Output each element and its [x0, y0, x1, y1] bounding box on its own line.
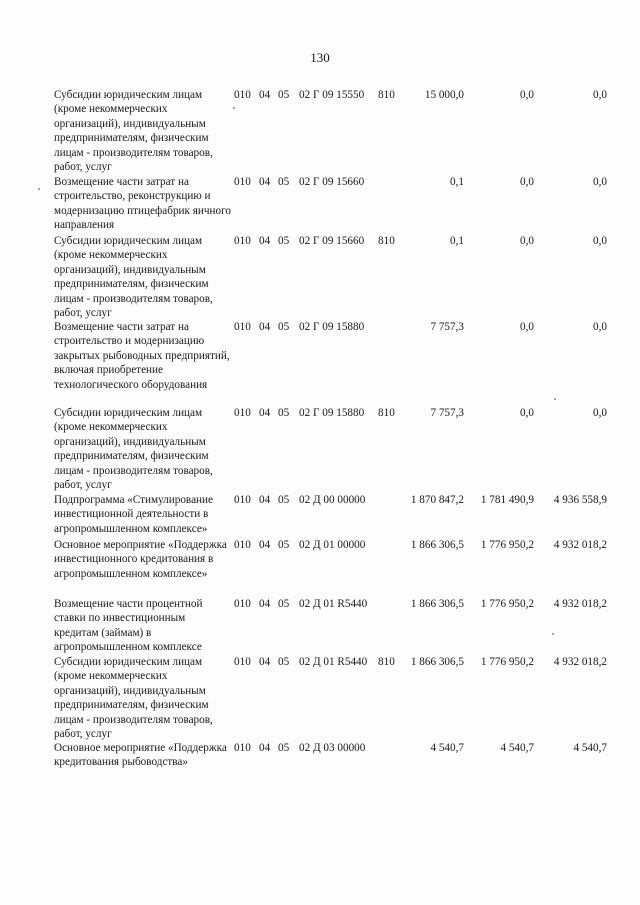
amount-year-1: 1 870 847,2: [410, 494, 464, 506]
admin-code: 010: [234, 539, 251, 551]
admin-code: 010: [234, 235, 251, 247]
amount-year-1: 4 540,7: [430, 742, 464, 754]
amount-year-3: 4 932 018,2: [553, 598, 607, 610]
admin-code: 010: [234, 407, 251, 419]
amount-year-3: 0,0: [593, 235, 607, 247]
target-article-code: 02 Г 09 15550: [299, 89, 365, 101]
amount-year-1: 0,1: [450, 176, 464, 188]
amount-year-3: 4 932 018,2: [553, 539, 607, 551]
subsection-code: 05: [278, 89, 290, 101]
scan-speck: [552, 633, 554, 635]
amount-year-3: 0,0: [593, 321, 607, 333]
section-code: 04: [259, 742, 271, 754]
target-article-code: 02 Г 09 15660: [299, 235, 365, 247]
expense-type-code: 810: [378, 89, 395, 101]
row-name: Субсидии юридическим лицам (кроме некоммерческих организаций), индивидуальным предпринимателям, физическим лицам - производителям товаров, работ, услуг: [54, 656, 213, 741]
target-article-code: 02 Д 01 R5440: [299, 598, 368, 610]
row-name: Возмещение части процентной ставки по инвестиционным кредитам (займам) в агропромышленном комплексе: [54, 598, 203, 654]
amount-year-2: 4 540,7: [500, 742, 534, 754]
amount-year-3: 4 540,7: [573, 742, 607, 754]
section-code: 04: [259, 407, 271, 419]
target-article-code: 02 Д 01 R5440: [299, 656, 368, 668]
target-article-code: 02 Г 09 15660: [299, 176, 365, 188]
subsection-code: 05: [278, 656, 290, 668]
subsection-code: 05: [278, 494, 290, 506]
admin-code: 010: [234, 598, 251, 610]
subsection-code: 05: [278, 321, 290, 333]
section-code: 04: [259, 321, 271, 333]
admin-code: 010: [234, 89, 251, 101]
expense-type-code: 810: [378, 235, 395, 247]
section-code: 04: [259, 598, 271, 610]
amount-year-1: 7 757,3: [430, 321, 464, 333]
section-code: 04: [259, 494, 271, 506]
scan-speck: [233, 107, 235, 109]
target-article-code: 02 Д 03 00000: [299, 742, 366, 754]
amount-year-1: 1 866 306,5: [410, 598, 464, 610]
amount-year-2: 1 776 950,2: [480, 656, 534, 668]
amount-year-2: 1 776 950,2: [480, 598, 534, 610]
amount-year-1: 1 866 306,5: [410, 539, 464, 551]
amount-year-2: 0,0: [520, 235, 534, 247]
amount-year-3: 0,0: [593, 89, 607, 101]
section-code: 04: [259, 176, 271, 188]
admin-code: 010: [234, 176, 251, 188]
amount-year-2: 0,0: [520, 321, 534, 333]
subsection-code: 05: [278, 742, 290, 754]
admin-code: 010: [234, 742, 251, 754]
section-code: 04: [259, 656, 271, 668]
target-article-code: 02 Д 00 00000: [299, 494, 366, 506]
subsection-code: 05: [278, 235, 290, 247]
amount-year-1: 7 757,3: [430, 407, 464, 419]
admin-code: 010: [234, 656, 251, 668]
amount-year-3: 0,0: [593, 407, 607, 419]
row-name: Основное мероприятие «Поддержка кредитования рыбоводства»: [54, 742, 227, 769]
amount-year-2: 0,0: [520, 176, 534, 188]
section-code: 04: [259, 89, 271, 101]
row-name: Возмещение части затрат на строительство, реконструкцию и модернизацию птицефабрик яичного направления: [54, 176, 232, 232]
page-number: 130: [310, 50, 330, 65]
target-article-code: 02 Г 09 15880: [299, 321, 365, 333]
amount-year-1: 1 866 306,5: [410, 656, 464, 668]
amount-year-3: 4 932 018,2: [553, 656, 607, 668]
subsection-code: 05: [278, 176, 290, 188]
section-code: 04: [259, 539, 271, 551]
amount-year-2: 1 781 490,9: [480, 494, 534, 506]
row-name: Субсидии юридическим лицам (кроме некоммерческих организаций), индивидуальным предпринимателям, физическим лицам - производителям товаров, работ, услуг: [54, 407, 213, 492]
amount-year-1: 15 000,0: [424, 89, 464, 101]
target-article-code: 02 Г 09 15880: [299, 407, 365, 419]
expense-type-code: 810: [378, 656, 395, 668]
row-name: Субсидии юридическим лицам (кроме некоммерческих организаций), индивидуальным предпринимателям, физическим лицам - производителям товаров, работ, услуг: [54, 89, 213, 174]
section-code: 04: [259, 235, 271, 247]
subsection-code: 05: [278, 407, 290, 419]
row-name: Возмещение части затрат на строительство и модернизацию закрытых рыбоводных предприятий, включая приобретение технологического оборудования: [54, 321, 230, 391]
row-name: Основное мероприятие «Поддержка инвестиционного кредитования в агропромышленном комплексе»: [54, 539, 227, 580]
amount-year-3: 0,0: [593, 176, 607, 188]
row-name: Субсидии юридическим лицам (кроме некоммерческих организаций), индивидуальным предпринимателям, физическим лицам - производителям товаров, работ, услуг: [54, 235, 213, 320]
scan-speck: [38, 188, 40, 190]
amount-year-2: 0,0: [520, 89, 534, 101]
target-article-code: 02 Д 01 00000: [299, 539, 366, 551]
row-name: Подпрограмма «Стимулирование инвестиционной деятельности в агропромышленном комплексе»: [54, 494, 213, 535]
subsection-code: 05: [278, 539, 290, 551]
admin-code: 010: [234, 494, 251, 506]
amount-year-2: 0,0: [520, 407, 534, 419]
scan-speck: [554, 398, 556, 400]
amount-year-1: 0,1: [450, 235, 464, 247]
amount-year-3: 4 936 558,9: [553, 494, 607, 506]
expense-type-code: 810: [378, 407, 395, 419]
amount-year-2: 1 776 950,2: [480, 539, 534, 551]
subsection-code: 05: [278, 598, 290, 610]
admin-code: 010: [234, 321, 251, 333]
